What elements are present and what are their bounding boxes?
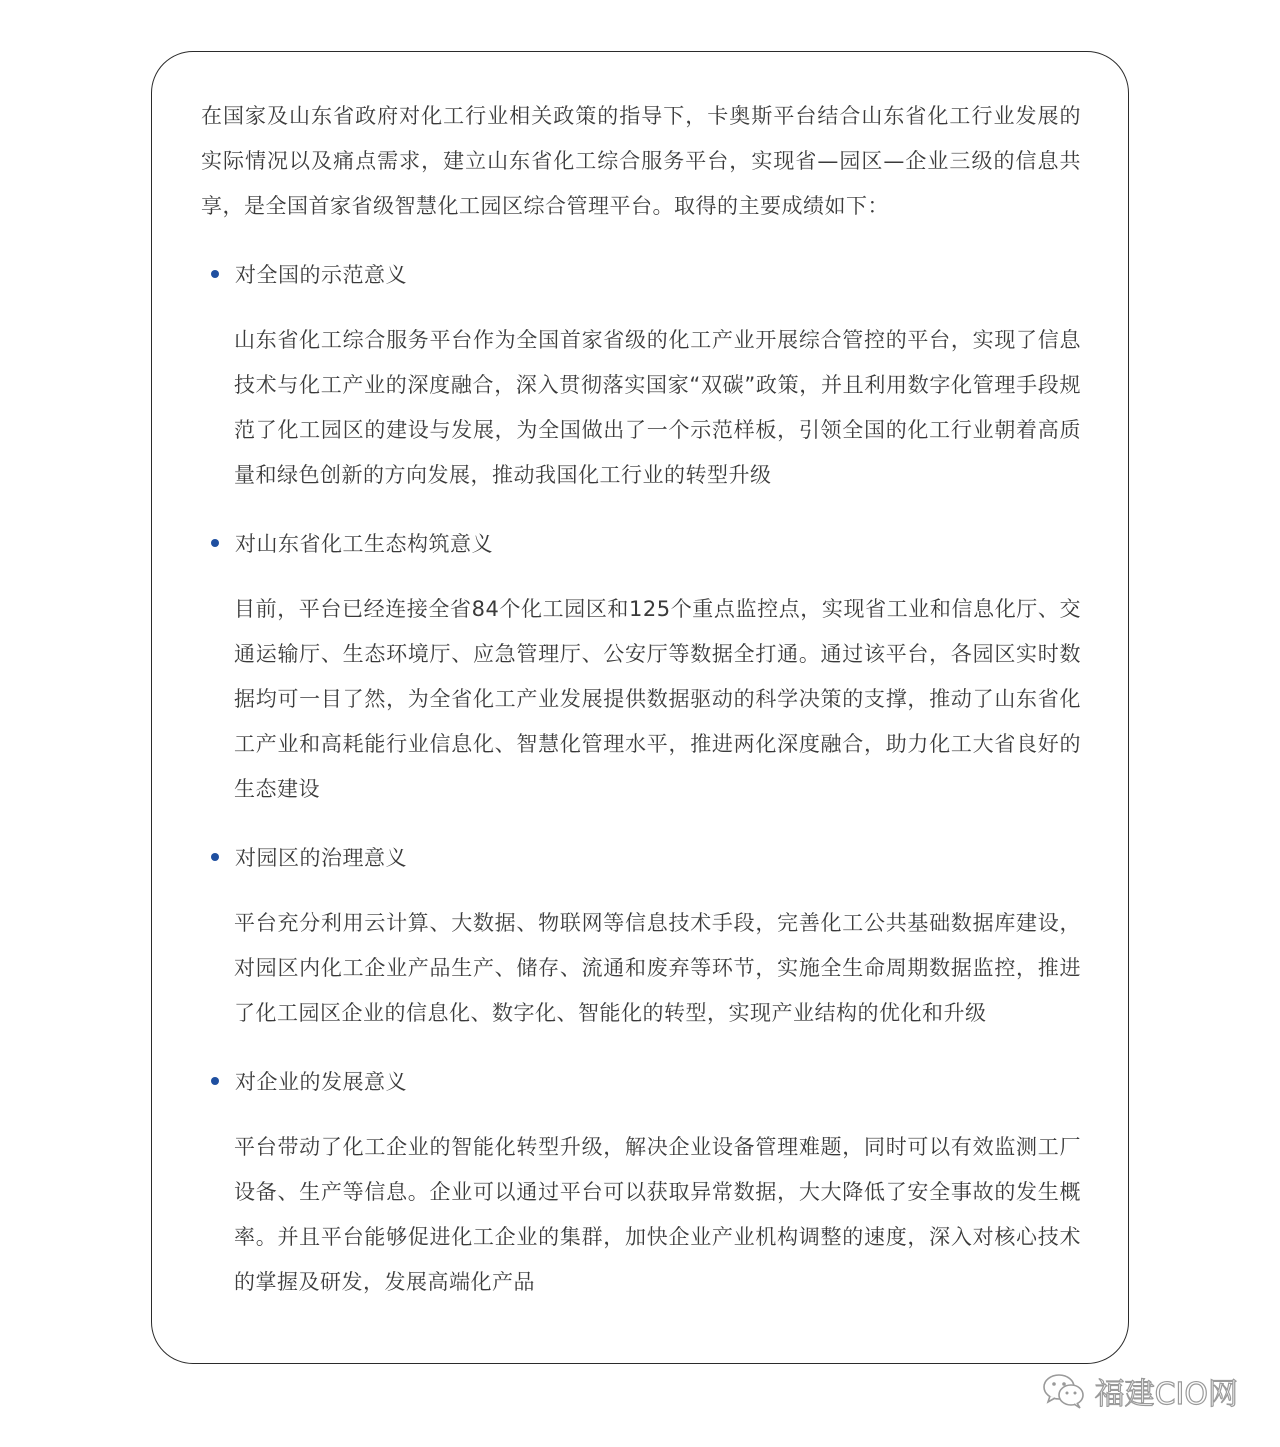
section-heading xyxy=(201,251,1081,296)
section-title: 对园区的治理意义 xyxy=(235,845,407,870)
section-body: 目前，平台已经连接全省84个化工园区和125个重点监控点，实现省工业和信息化厅、交通运输厅、生态环境厅、应急管理厅、公安厅等数据全打通。通过该平台，各园区实时数据均可一目了然，为全省化工产业发展提供数据驱动的科学决策的支撑，推动了山东省化工产业和高耗能行业信息化、智慧化管理水平，推进两化深度融合，助力化工大省良好的生态建设 xyxy=(234,597,1081,801)
section-title: 对全国的示范意义 xyxy=(235,262,407,287)
bullet-icon xyxy=(211,1077,219,1085)
section-park-governance xyxy=(201,834,1081,1036)
wechat-icon xyxy=(1041,1371,1087,1411)
watermark-text: 福建CIO网 xyxy=(1094,1377,1238,1412)
section-shandong-ecology xyxy=(201,520,1081,812)
section-body: 平台带动了化工企业的智能化转型升级，解决企业设备管理难题，同时可以有效监测工厂设备、生产等信息。企业可以通过平台可以获取异常数据，大大降低了安全事故的发生概率。并且平台能够促进化工企业的集群，加快企业产业机构调整的速度，深入对核心技术的掌握及研发，发展高端化产品 xyxy=(234,1135,1081,1294)
watermark xyxy=(1041,1369,1238,1413)
section-title: 对山东省化工生态构筑意义 xyxy=(235,531,493,556)
content-card xyxy=(151,51,1129,1364)
intro-paragraph: 在国家及山东省政府对化工行业相关政策的指导下，卡奥斯平台结合山东省化工行业发展的实际情况以及痛点需求，建立山东省化工综合服务平台，实现省—园区—企业三级的信息共享，是全国首家省级智慧化工园区综合管理平台。取得的主要成绩如下： xyxy=(201,104,1081,218)
bullet-icon xyxy=(211,539,219,547)
section-body: 山东省化工综合服务平台作为全国首家省级的化工产业开展综合管控的平台，实现了信息技术与化工产业的深度融合，深入贯彻落实国家“双碳”政策，并且利用数字化管理手段规范了化工园区的建设与发展，为全国做出了一个示范样板，引领全国的化工行业朝着高质量和绿色创新的方向发展，推动我国化工行业的转型升级 xyxy=(234,328,1081,487)
bullet-icon xyxy=(211,853,219,861)
section-enterprise-development xyxy=(201,1058,1081,1305)
section-national-demo xyxy=(201,251,1081,498)
section-heading xyxy=(201,834,1081,879)
section-body: 平台充分利用云计算、大数据、物联网等信息技术手段，完善化工公共基础数据库建设，对园区内化工企业产品生产、储存、流通和废弃等环节，实施全生命周期数据监控，推进了化工园区企业的信息化、数字化、智能化的转型，实现产业结构的优化和升级 xyxy=(234,911,1081,1025)
section-heading xyxy=(201,1058,1081,1103)
section-heading xyxy=(201,520,1081,565)
section-title: 对企业的发展意义 xyxy=(235,1069,407,1094)
bullet-icon xyxy=(211,270,219,278)
article-content xyxy=(201,94,1081,1305)
